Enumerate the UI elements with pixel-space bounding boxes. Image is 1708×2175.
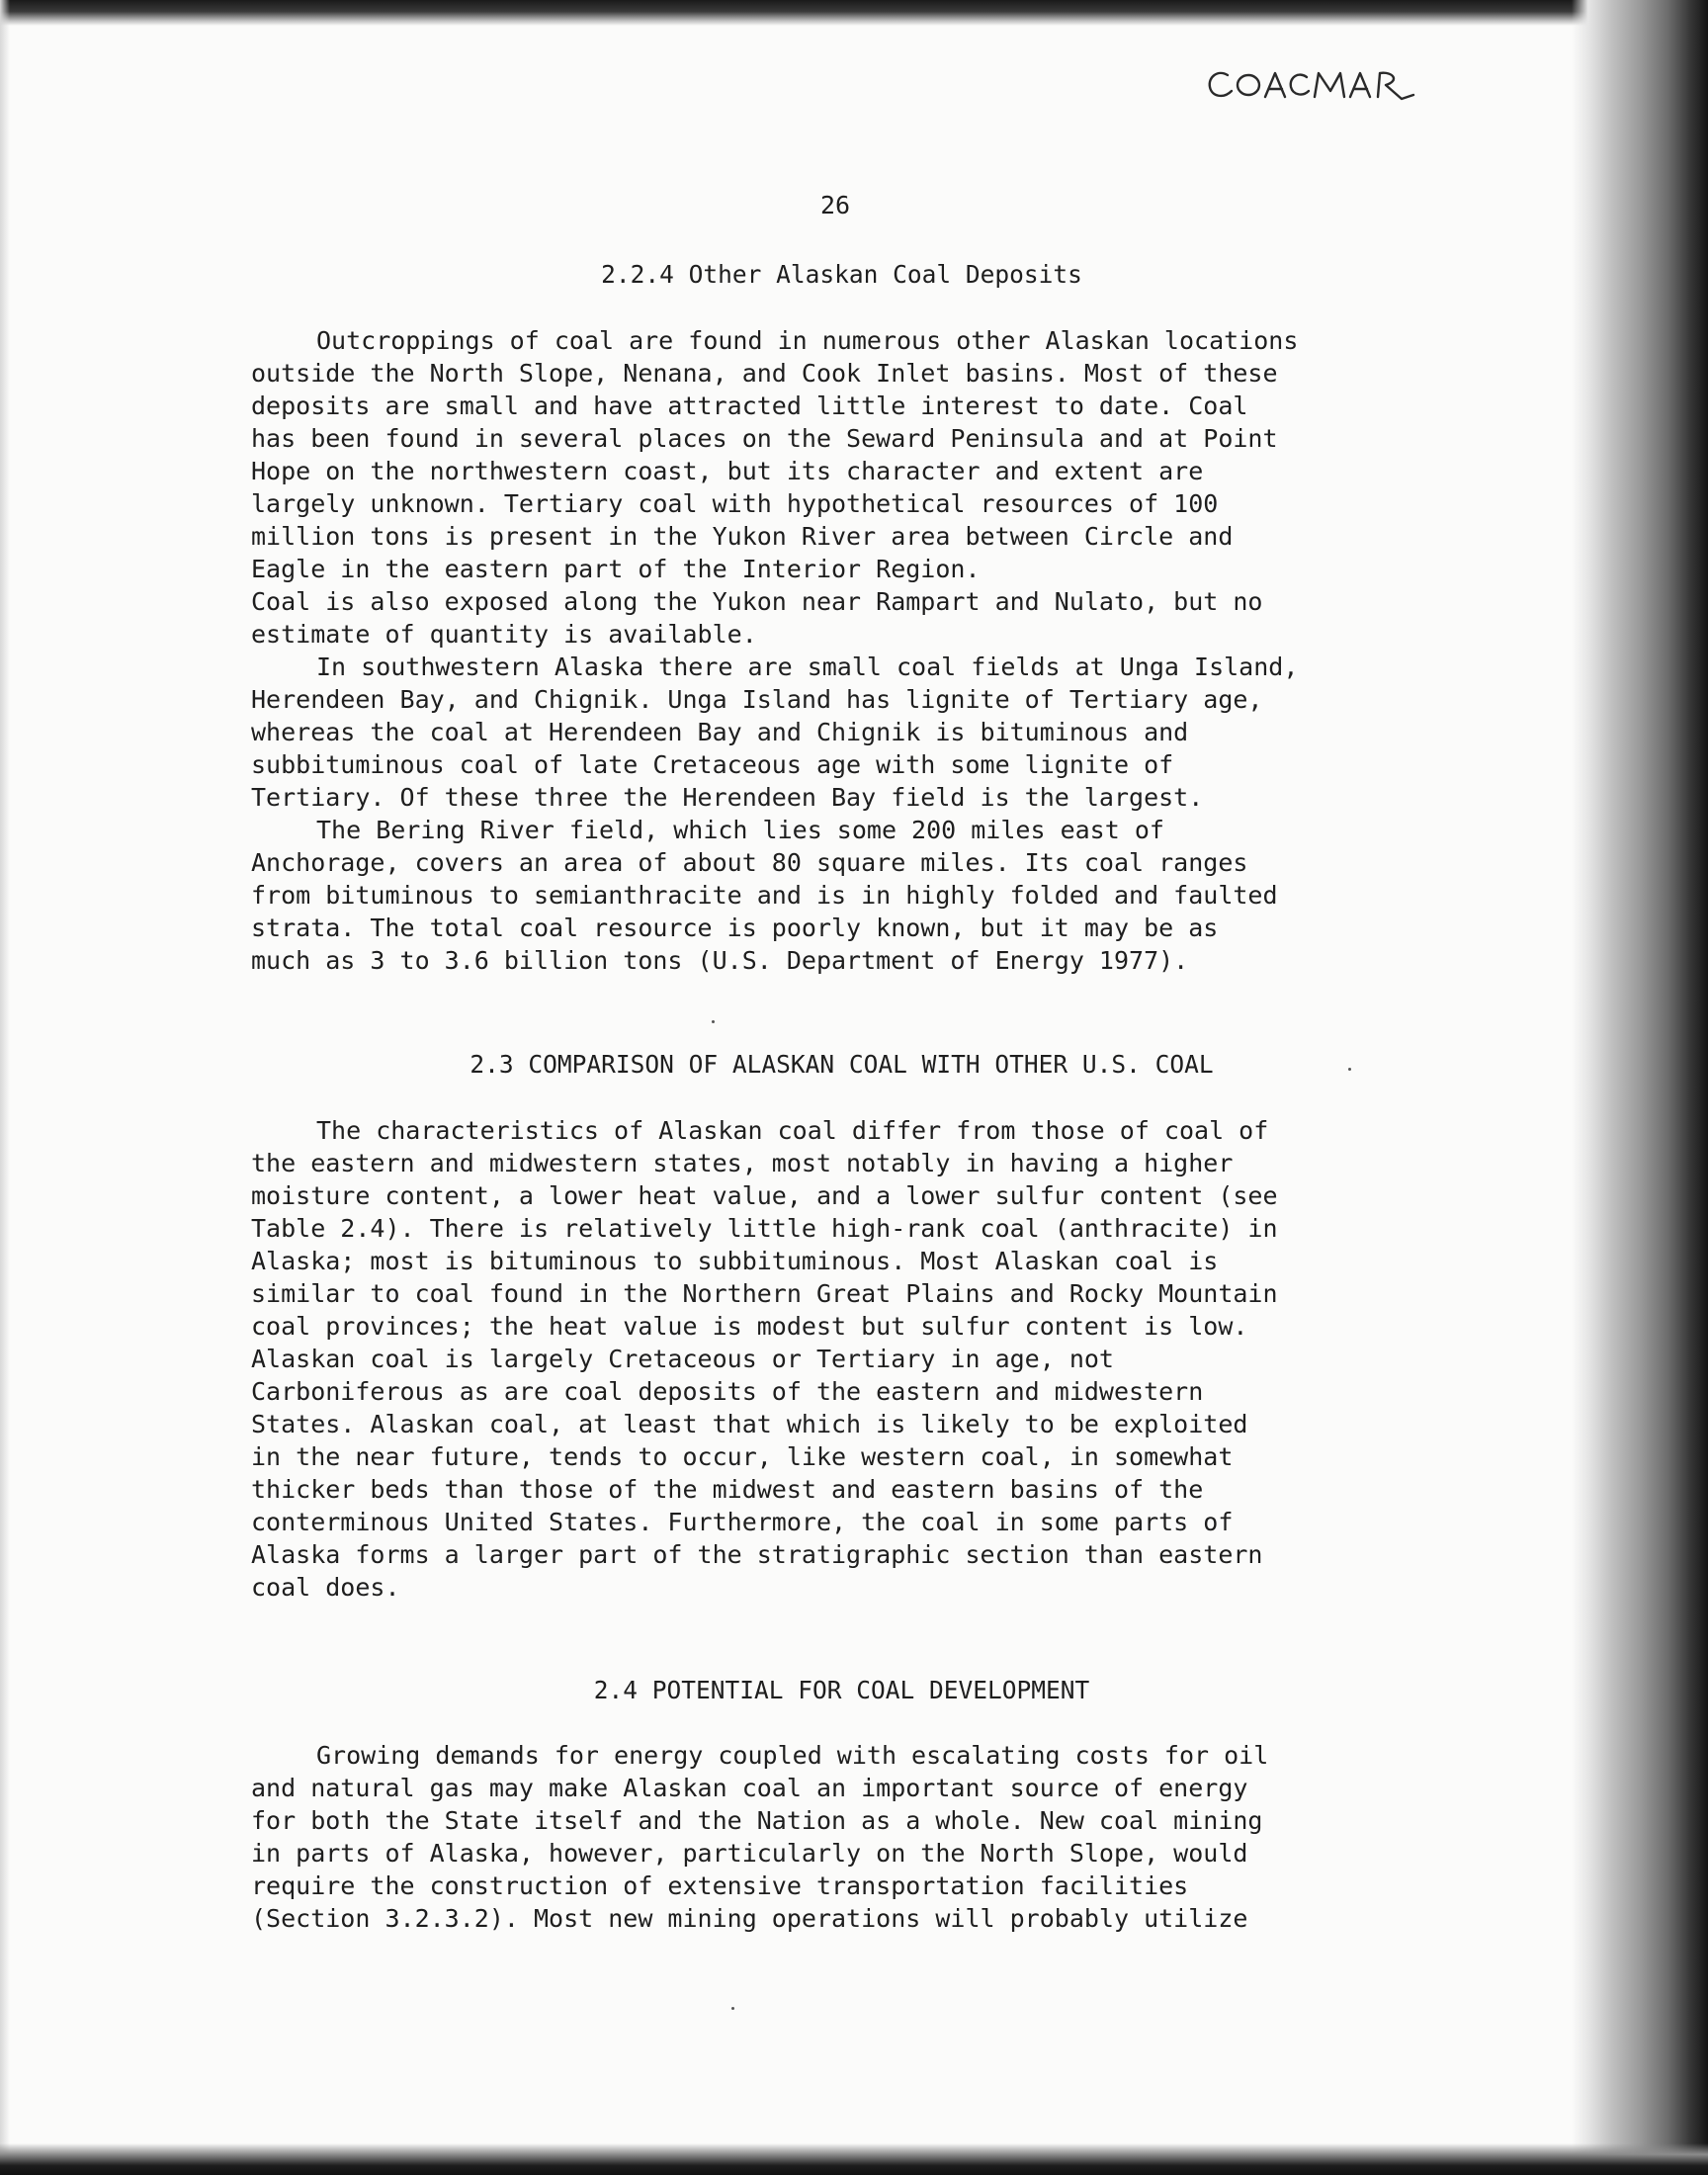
scan-shadow-top xyxy=(0,0,1708,26)
scan-shadow-right xyxy=(1572,0,1708,2175)
text-line: Hope on the northwestern coast, but its character and extent are xyxy=(251,457,1204,485)
text-line: and natural gas may make Alaskan coal an important source of energy xyxy=(251,1774,1248,1802)
text-line: coal provinces; the heat value is modest but sulfur content is low. xyxy=(251,1312,1248,1341)
text-line: the eastern and midwestern states, most notably in having a higher xyxy=(251,1149,1234,1177)
text-line: Outcroppings of coal are found in numerous other Alaskan locations xyxy=(316,326,1299,355)
text-line: Tertiary. Of these three the Herendeen Bay field is the largest. xyxy=(251,783,1204,812)
text-line: much as 3 to 3.6 billion tons (U.S. Department of Energy 1977). xyxy=(251,946,1189,975)
text-line: in parts of Alaska, however, particularly on the North Slope, would xyxy=(251,1839,1248,1868)
text-line: In southwestern Alaska there are small coal fields at Unga Island, xyxy=(316,652,1299,681)
text-line: Table 2.4). There is relatively little high-rank coal (anthracite) in xyxy=(251,1214,1278,1243)
text-line: Coal is also exposed along the Yukon near Rampart and Nulato, but no xyxy=(251,587,1263,616)
scan-speck xyxy=(731,2007,734,2010)
scan-shadow-left xyxy=(0,0,10,2175)
text-line: strata. The total coal resource is poorly known, but it may be as xyxy=(251,914,1219,942)
text-line: coal does. xyxy=(251,1573,400,1602)
text-line: Alaska; most is bituminous to subbituminous. Most Alaskan coal is xyxy=(251,1247,1219,1275)
text-line: States. Alaskan coal, at least that which is likely to be exploited xyxy=(251,1410,1248,1438)
scan-speck xyxy=(712,1020,715,1023)
text-line: whereas the coal at Herendeen Bay and Chignik is bituminous and xyxy=(251,718,1189,746)
text-line: The Bering River field, which lies some 200 miles east of xyxy=(316,816,1164,844)
section-heading-2-4: 2.4 POTENTIAL FOR COAL DEVELOPMENT xyxy=(593,1676,1090,1704)
text-line: Anchorage, covers an area of about 80 square miles. Its coal ranges xyxy=(251,848,1248,877)
text-line: deposits are small and have attracted little interest to date. Coal xyxy=(251,392,1248,420)
scan-speck xyxy=(1348,1068,1351,1071)
text-line: similar to coal found in the Northern Great Plains and Rocky Mountain xyxy=(251,1279,1278,1308)
section-body-2-3 xyxy=(251,1114,1432,1604)
section-body-2-2-4 xyxy=(251,324,1432,977)
text-line: require the construction of extensive transportation facilities xyxy=(251,1871,1189,1900)
text-line: Herendeen Bay, and Chignik. Unga Island has lignite of Tertiary age, xyxy=(251,685,1263,714)
text-line: moisture content, a lower heat value, and a lower sulfur content (see xyxy=(251,1181,1278,1210)
page-number: 26 xyxy=(819,191,851,219)
text-line: estimate of quantity is available. xyxy=(251,620,757,649)
text-line: in the near future, tends to occur, like western coal, in somewhat xyxy=(251,1442,1234,1471)
text-line: outside the North Slope, Nenana, and Cook Inlet basins. Most of these xyxy=(251,359,1278,388)
section-body-2-4 xyxy=(251,1739,1432,1935)
text-line: subbituminous coal of late Cretaceous age with some lignite of xyxy=(251,750,1174,779)
text-line: Carboniferous as are coal deposits of the eastern and midwestern xyxy=(251,1377,1204,1406)
scan-shadow-bottom xyxy=(0,2143,1708,2175)
text-line: has been found in several places on the Seward Peninsula and at Point xyxy=(251,424,1278,453)
text-line: million tons is present in the Yukon River area between Circle and xyxy=(251,522,1234,551)
section-heading-2-3: 2.3 COMPARISON OF ALASKAN COAL WITH OTHER U.S. COAL xyxy=(470,1050,1214,1079)
text-line: for both the State itself and the Nation as a whole. New coal mining xyxy=(251,1806,1263,1835)
text-line: Growing demands for energy coupled with escalating costs for oil xyxy=(316,1741,1269,1770)
section-heading-2-2-4: 2.2.4 Other Alaskan Coal Deposits xyxy=(601,260,1082,289)
text-line: Alaskan coal is largely Cretaceous or Tertiary in age, not xyxy=(251,1345,1114,1373)
text-line: thicker beds than those of the midwest and eastern basins of the xyxy=(251,1475,1204,1504)
text-line: from bituminous to semianthracite and is in highly folded and faulted xyxy=(251,881,1278,910)
text-line: conterminous United States. Furthermore, the coal in some parts of xyxy=(251,1508,1234,1536)
text-line: (Section 3.2.3.2). Most new mining operations will probably utilize xyxy=(251,1904,1248,1933)
text-line: Alaska forms a larger part of the stratigraphic section than eastern xyxy=(251,1540,1263,1569)
text-line: The characteristics of Alaskan coal differ from those of coal of xyxy=(316,1116,1269,1145)
handwritten-coalmar-annotation xyxy=(1204,59,1441,109)
text-line: largely unknown. Tertiary coal with hypothetical resources of 100 xyxy=(251,489,1219,518)
text-line: Eagle in the eastern part of the Interior Region. xyxy=(251,555,981,583)
